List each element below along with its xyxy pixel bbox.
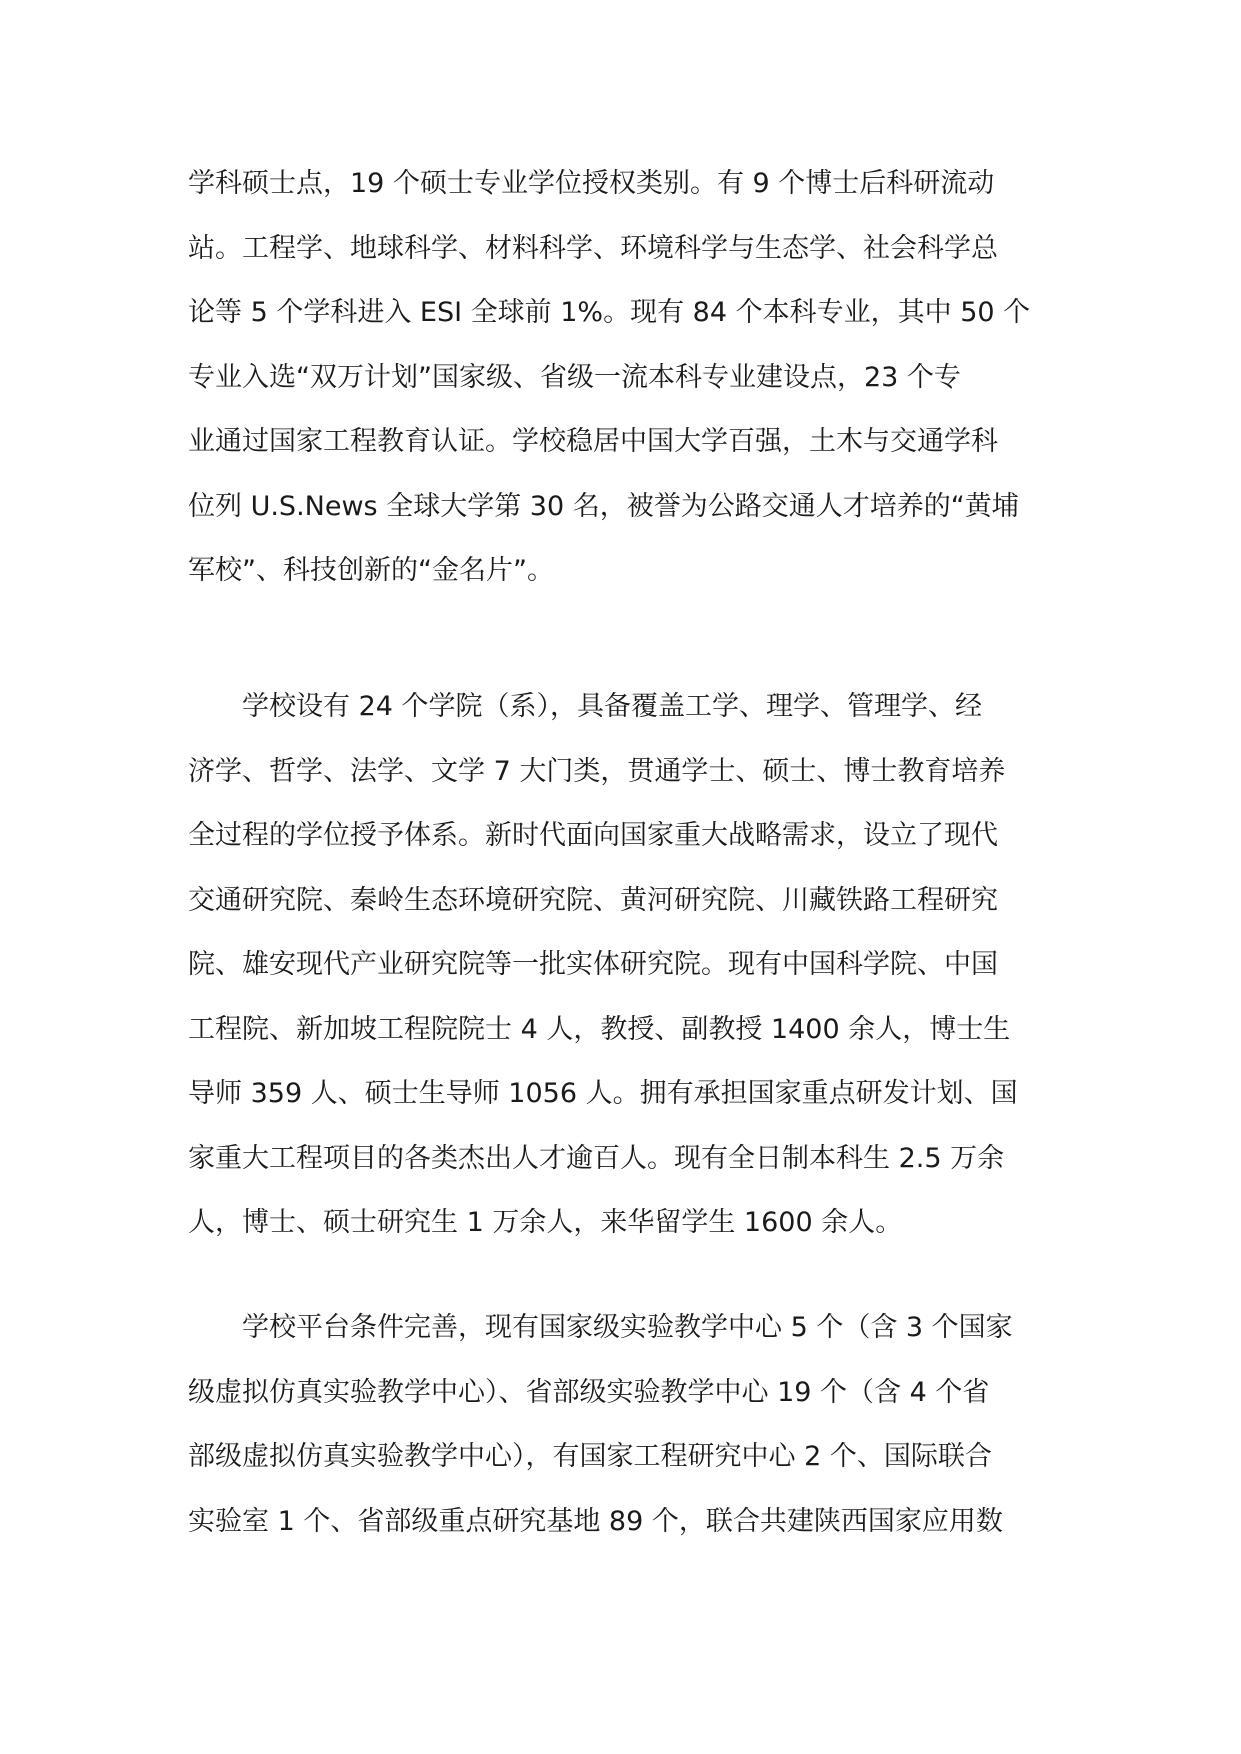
text-line: 工程院、新加坡工程院院士 4 人，教授、副教授 1400 余人，博士生 [188, 1013, 1011, 1045]
text-line: 济学、哲学、法学、文学 7 大门类，贯通学士、硕士、博士教育培养 [188, 755, 1006, 787]
text-line: 业通过国家工程教育认证。学校稳居中国大学百强，土木与交通学科 [188, 426, 998, 457]
text-line: 家重大工程项目的各类杰出人才逾百人。现有全日制本科生 2.5 万余 [188, 1142, 1005, 1174]
text-line: 导师 359 人、硕士生导师 1056 人。拥有承担国家重点研发计划、国 [188, 1078, 1018, 1109]
text-line: 站。工程学、地球科学、材料科学、环境科学与生态学、社会科学总 [188, 232, 998, 264]
paragraph-colleges [188, 675, 1078, 1256]
text-line: 实验室 1 个、省部级重点研究基地 89 个，联合共建陕西国家应用数 [188, 1505, 1003, 1537]
text-line: 学校设有 24 个学院（系），具备覆盖工学、理学、管理学、经 [188, 691, 983, 722]
text-line: 学科硕士点，19 个硕士专业学位授权类别。有 9 个博士后科研流动 [188, 168, 995, 199]
text-line: 级虚拟仿真实验教学中心）、省部级实验教学中心 19 个（含 4 个省 [188, 1376, 990, 1408]
paragraph-platforms [188, 1296, 1078, 1554]
text-line: 学校平台条件完善，现有国家级实验教学中心 5 个（含 3 个国家 [188, 1312, 1013, 1343]
text-line: 军校”、科技创新的“金名片”。 [188, 555, 554, 586]
text-line: 交通研究院、秦岭生态环境研究院、黄河研究院、川藏铁路工程研究 [188, 884, 998, 916]
text-line: 院、雄安现代产业研究院等一批实体研究院。现有中国科学院、中国 [188, 949, 998, 980]
paragraph-disciplines [188, 152, 1078, 604]
text-line: 全过程的学位授予体系。新时代面向国家重大战略需求，设立了现代 [188, 820, 998, 851]
text-line: 论等 5 个学科进入 ESI 全球前 1%。现有 84 个本科专业，其中 50 个 [188, 297, 1031, 328]
text-line: 位列 U.S.News 全球大学第 30 名，被誉为公路交通人才培养的“黄埔 [188, 490, 1019, 522]
text-line: 专业入选“双万计划”国家级、省级一流本科专业建设点，23 个专 [188, 361, 961, 393]
text-line: 人，博士、硕士研究生 1 万余人，来华留学生 1600 余人。 [188, 1207, 903, 1238]
text-line: 部级虚拟仿真实验教学中心），有国家工程研究中心 2 个、国际联合 [188, 1441, 992, 1472]
